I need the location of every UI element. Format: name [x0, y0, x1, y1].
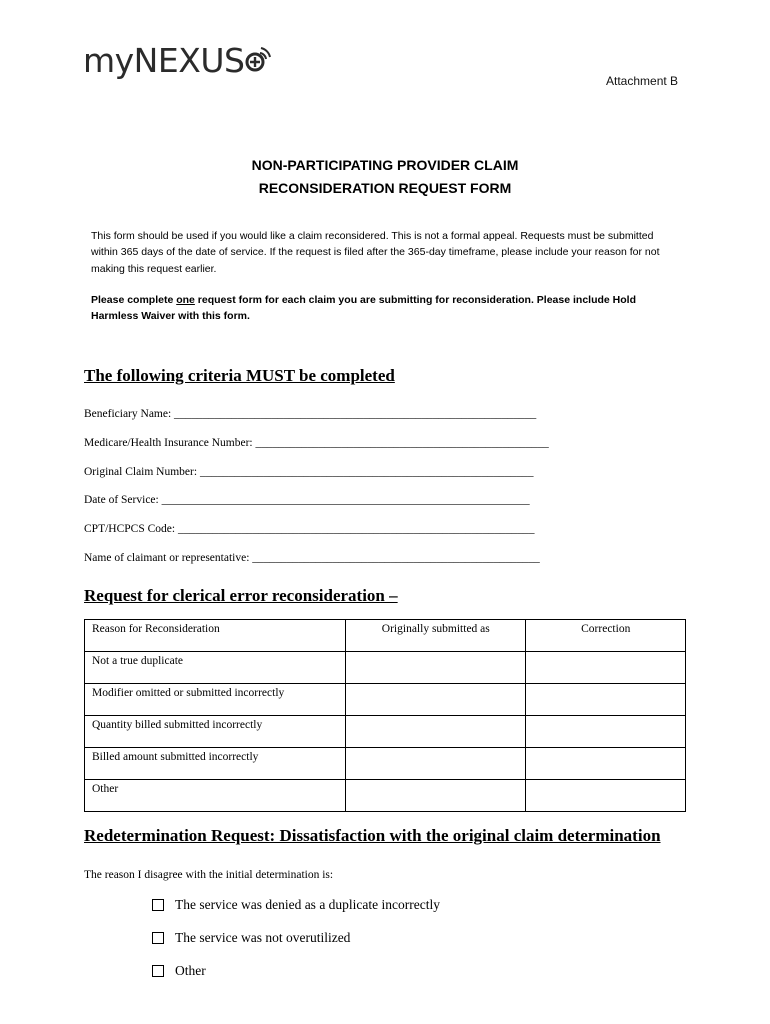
logo-plus-wifi-icon: [245, 44, 271, 74]
reason-cell: Modifier omitted or submitted incorrectly: [85, 684, 346, 716]
instruction-post: request form for each claim you are submitting for reconsideration. Please include Hold Harmless Waiver with this form.: [91, 294, 636, 323]
beneficiary-name-field[interactable]: Beneficiary Name: _______________________________________________________________: [84, 408, 537, 420]
insurance-number-field[interactable]: Medicare/Health Insurance Number: ___________________________________________________: [84, 437, 549, 449]
attachment-label: Attachment B: [606, 74, 679, 88]
original-claim-number-field[interactable]: Original Claim Number: __________________________________________________________: [84, 466, 534, 478]
redetermination-heading: Redetermination Request: Dissatisfaction with the original claim determination: [84, 826, 661, 845]
correction-cell[interactable]: [526, 716, 686, 748]
mynexus-logo: [83, 41, 271, 80]
column-header-original: Originally submitted as: [346, 620, 526, 652]
form-title-line1: NON-PARTICIPATING PROVIDER CLAIM: [251, 157, 519, 173]
logo-text: myNEXUS: [83, 41, 245, 80]
option-denied-duplicate[interactable]: [152, 897, 440, 913]
table-row: [85, 716, 686, 748]
reason-cell: Other: [85, 780, 346, 812]
table-row: [85, 780, 686, 812]
option-not-overutilized[interactable]: [152, 930, 350, 946]
cpt-hcpcs-code-field[interactable]: CPT/HCPCS Code: ______________________________________________________________: [84, 523, 535, 535]
date-of-service-field[interactable]: Date of Service: ________________________________________________________________: [84, 494, 530, 506]
correction-cell[interactable]: [526, 780, 686, 812]
option-label: The service was not overutilized: [175, 930, 351, 945]
instruction-paragraph: [91, 292, 681, 325]
correction-cell[interactable]: [526, 748, 686, 780]
option-other[interactable]: [152, 963, 206, 979]
original-cell[interactable]: [346, 684, 526, 716]
correction-cell[interactable]: [526, 652, 686, 684]
table-header-row: [85, 620, 686, 652]
column-header-reason: Reason for Reconsideration: [85, 620, 346, 652]
reason-cell: Quantity billed submitted incorrectly: [85, 716, 346, 748]
checkbox-icon[interactable]: [152, 932, 164, 944]
original-cell[interactable]: [346, 748, 526, 780]
form-title: [0, 154, 770, 200]
table-row: [85, 684, 686, 716]
column-header-correction: Correction: [526, 620, 686, 652]
checkbox-icon[interactable]: [152, 899, 164, 911]
table-row: [85, 652, 686, 684]
reason-cell: Not a true duplicate: [85, 652, 346, 684]
instruction-emphasis: one: [176, 294, 195, 306]
instruction-pre: Please complete: [91, 294, 177, 306]
criteria-heading: The following criteria MUST be completed: [84, 366, 395, 385]
reason-cell: Billed amount submitted incorrectly: [85, 748, 346, 780]
table-row: [85, 748, 686, 780]
reason-disagree-text: The reason I disagree with the initial determination is:: [84, 869, 334, 881]
option-label: The service was denied as a duplicate incorrectly: [175, 897, 441, 912]
correction-cell[interactable]: [526, 684, 686, 716]
original-cell[interactable]: [346, 716, 526, 748]
checkbox-icon[interactable]: [152, 965, 164, 977]
claimant-name-field[interactable]: Name of claimant or representative: __________________________________________________: [84, 552, 540, 564]
original-cell[interactable]: [346, 652, 526, 684]
option-label: Other: [175, 963, 206, 978]
intro-paragraph: This form should be used if you would like a claim reconsidered. This is not a formal appeal. Requests must be submitted within 365 days of the date of service. If the request is filed after the 365-day timeframe, please include your reason for not making this request earlier.: [91, 230, 660, 275]
original-cell[interactable]: [346, 780, 526, 812]
clerical-error-table: [84, 619, 686, 812]
form-title-line2: RECONSIDERATION REQUEST FORM: [258, 180, 512, 196]
clerical-heading: Request for clerical error reconsideration –: [84, 586, 398, 605]
